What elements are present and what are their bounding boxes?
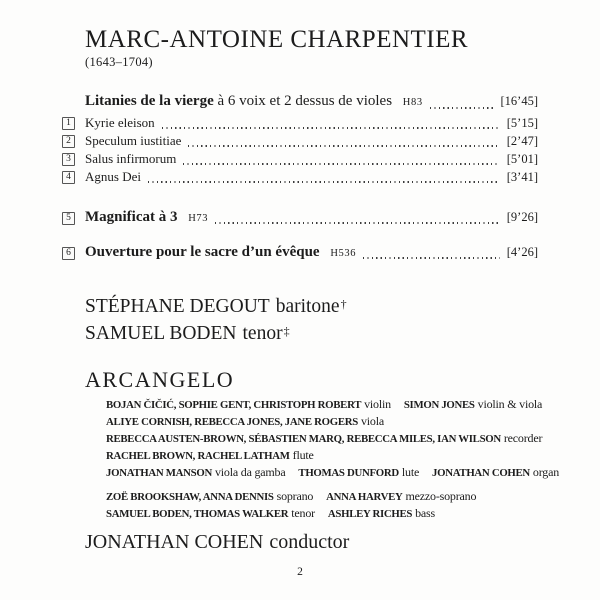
work-header-row: [62, 92, 538, 112]
ensemble-line: [106, 413, 538, 430]
ensemble-line: [106, 505, 538, 522]
performer-names: THOMAS DUNFORD: [298, 467, 399, 479]
track-row: [62, 168, 538, 186]
ensemble-line: [106, 447, 538, 464]
performer-names: BOJAN ČIČIĆ, SOPHIE GENT, CHRISTOPH ROBERT: [106, 399, 362, 411]
performer-names: JONATHAN MANSON: [106, 467, 212, 479]
work-title-bold: Magnificat à 3: [85, 209, 178, 225]
performer-role: lute: [401, 465, 420, 479]
work-title-bold: Litanies de la vierge: [85, 93, 214, 109]
track-duration: [2’47]: [506, 134, 538, 148]
ensemble-list: [106, 396, 560, 522]
track-title: Agnus Dei: [85, 169, 141, 184]
performer-names: SIMON JONES: [403, 399, 475, 411]
ensemble-section: [85, 366, 560, 522]
soloist-role: baritone: [275, 296, 340, 317]
performer-role: tenor: [291, 506, 315, 520]
work-title: [85, 209, 208, 227]
work-title-bold: Ouverture pour le sacre d’un évêque: [85, 244, 320, 260]
track-duration: [5’01]: [506, 152, 538, 166]
catalog-number: H536: [330, 248, 357, 259]
track-row: [62, 244, 538, 262]
soloist-name: SAMUEL BODEN: [85, 323, 237, 344]
performer-names: REBECCA AUSTEN-BROWN, SÉBASTIEN MARQ, REBECCA MILES, IAN WILSON: [106, 433, 501, 445]
performer-names: ZOË BROOKSHAW, ANNA DENNIS: [106, 491, 274, 503]
ensemble-line: [106, 430, 543, 447]
track-number-box: 1: [62, 117, 75, 130]
track-title: Speculum iustitiae: [85, 133, 182, 148]
work-subtitle: à 6 voix et 2 dessus de violes: [217, 93, 393, 109]
dotted-leader: [215, 222, 500, 224]
track-row: [62, 132, 538, 150]
dotted-leader: [183, 163, 499, 165]
soloist-role: tenor: [242, 323, 283, 344]
performer-role: bass: [415, 506, 435, 520]
performer-names: ALIYE CORNISH, REBECCA JONES, JANE ROGERS: [106, 416, 358, 428]
performer-role: viola da gamba: [214, 465, 286, 479]
page-title: MARC-ANTOINE CHARPENTIER: [85, 26, 469, 53]
ensemble-name: ARCANGELO: [85, 367, 235, 392]
conductor-role: conductor: [269, 531, 350, 553]
track-number-box: 4: [62, 171, 75, 184]
dotted-leader: [363, 257, 500, 259]
track-row: [62, 114, 538, 132]
ensemble-line: [106, 464, 560, 481]
dotted-leader: [148, 181, 500, 183]
dagger-marker: †: [340, 297, 347, 311]
track-duration: [9’26]: [506, 210, 538, 224]
soloist-name: STÉPHANE DEGOUT: [85, 296, 270, 317]
track-number-box: 5: [62, 212, 75, 225]
track-title: Salus infirmorum: [85, 151, 177, 166]
performer-role: organ: [532, 465, 560, 479]
performer-role: viola: [360, 414, 384, 428]
performer-role: violin: [364, 397, 391, 411]
track-number-box: 3: [62, 153, 75, 166]
performer-role: violin & viola: [477, 397, 543, 411]
work-title: [85, 244, 356, 262]
soloist-line: [85, 319, 538, 346]
page-number: 2: [297, 566, 303, 578]
track-duration: [3’41]: [506, 170, 538, 184]
conductor-line: [85, 529, 538, 555]
track-title: Kyrie eleison: [85, 115, 155, 130]
track-row: [62, 150, 538, 168]
dotted-leader: [188, 145, 499, 147]
track-duration: [5’15]: [506, 116, 538, 130]
catalog-number: H73: [188, 213, 209, 224]
performer-names: ANNA HARVEY: [326, 491, 403, 503]
performer-role: flute: [292, 448, 314, 462]
ensemble-line: [106, 488, 538, 505]
track-number-box: 6: [62, 247, 75, 260]
track-duration: [16’45]: [500, 94, 538, 108]
track-row: [62, 209, 538, 227]
performer-role: recorder: [503, 431, 543, 445]
soloist-line: [85, 292, 538, 319]
work-title: [85, 92, 423, 112]
conductor-name: JONATHAN COHEN: [85, 531, 264, 553]
double-dagger-marker: ‡: [283, 324, 290, 338]
performer-role: soprano: [276, 489, 314, 503]
track-duration: [4’26]: [506, 245, 538, 259]
soloists: [85, 292, 538, 346]
performer-names: JONATHAN COHEN: [432, 467, 530, 479]
dotted-leader: [162, 127, 500, 129]
composer-dates: (1643–1704): [85, 55, 153, 69]
performer-names: SAMUEL BODEN, THOMAS WALKER: [106, 508, 289, 520]
performer-names: ASHLEY RICHES: [327, 508, 413, 520]
catalog-number: H83: [402, 97, 423, 108]
tracklist: [62, 92, 538, 262]
dotted-leader: [430, 107, 494, 109]
performer-names: RACHEL BROWN, RACHEL LATHAM: [106, 450, 290, 462]
performer-role: mezzo-soprano: [405, 489, 477, 503]
track-number-box: 2: [62, 135, 75, 148]
ensemble-line: [106, 396, 543, 413]
